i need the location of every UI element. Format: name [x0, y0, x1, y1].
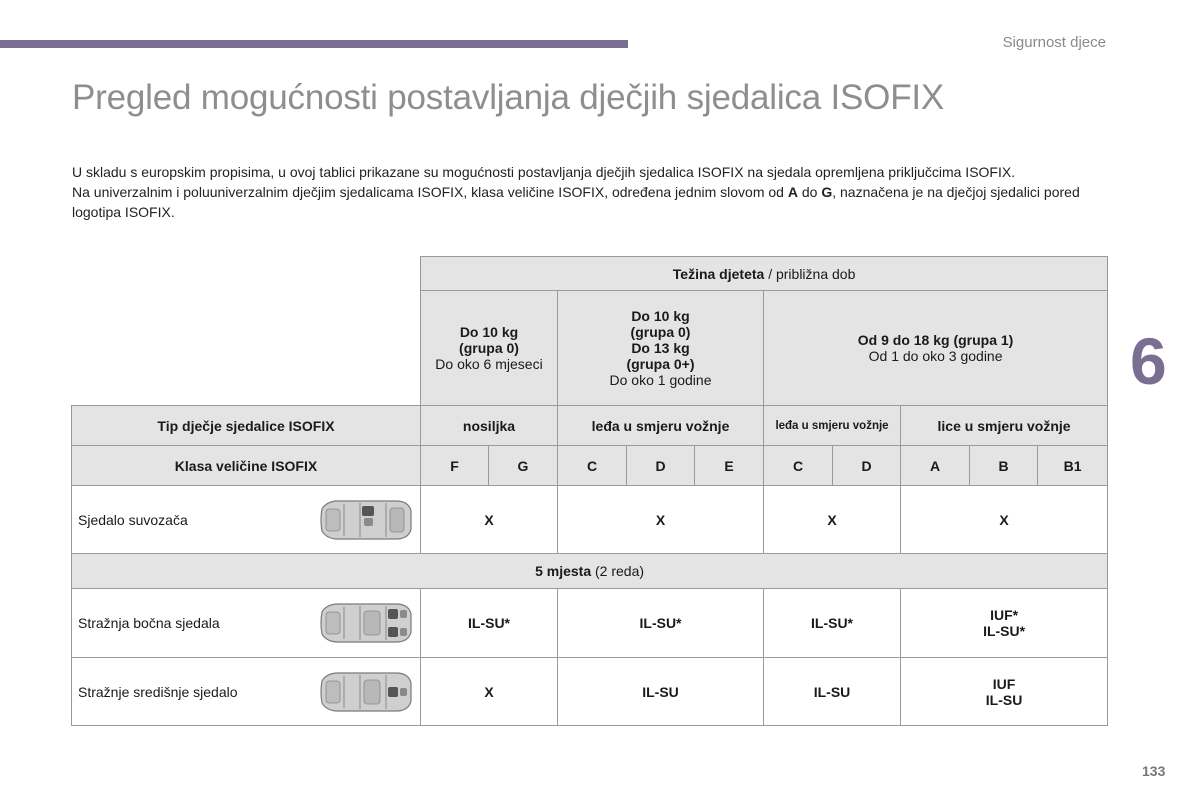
group-1-header: [764, 291, 1108, 406]
row-label: Sjedalo suvozača: [78, 511, 188, 528]
group-weight: (grupa 0): [459, 340, 519, 356]
type-carrycot: nosiljka: [421, 406, 558, 446]
cell-value: IL-SU: [764, 658, 901, 726]
class-f: F: [421, 446, 489, 486]
header-accent-bar: [0, 40, 628, 48]
cell-value: IL-SU*: [764, 589, 901, 658]
table-row: [72, 554, 1108, 589]
group-0-header: [421, 291, 558, 406]
class-b: B: [970, 446, 1038, 486]
type-rear-facing: leđa u smjeru vožnje: [764, 406, 901, 446]
cell-value: X: [901, 486, 1108, 554]
class-letter-a: A: [787, 184, 798, 200]
seats-section-header: [72, 554, 1108, 589]
cell-value: [901, 658, 1108, 726]
cell-line: IL-SU: [985, 691, 1023, 708]
type-rear-facing: leđa u smjeru vožnje: [558, 406, 764, 446]
section-title: Sigurnost djece: [1002, 34, 1106, 51]
intro-text-part: , naznačena je na dječjoj sjedalici pored logotipa ISOFIX.: [72, 184, 1080, 220]
group-age: Do oko 6 mjeseci: [435, 356, 543, 372]
chapter-number: 6: [1130, 324, 1167, 398]
intro-paragraph-1: U skladu s europskim propisima, u ovoj tablici prikazane su mogućnosti postavljanja dječjih sjedalica ISOFIX na sjedala opremljena priključcima ISOFIX.: [72, 164, 1016, 180]
group-weight: Do 10 kg: [459, 324, 519, 340]
cell-value: IL-SU*: [421, 589, 558, 658]
group-0plus-header: [558, 291, 764, 406]
car-rear-side-seats-icon: [316, 598, 414, 648]
class-b1: B1: [1038, 446, 1108, 486]
blank-corner: [72, 291, 421, 406]
cell-value: IL-SU: [558, 658, 764, 726]
class-letter-g: G: [821, 184, 833, 200]
table-row: [72, 658, 1108, 726]
class-c: C: [764, 446, 833, 486]
cell-line: IUF*: [990, 607, 1019, 623]
weight-header-rest: / približna dob: [764, 265, 856, 282]
group-age: Od 1 do oko 3 godine: [868, 348, 1003, 364]
class-e: E: [695, 446, 764, 486]
seats-rows: (2 reda): [591, 563, 645, 579]
group-weight: Do 10 kg: [631, 308, 690, 324]
class-g: G: [489, 446, 558, 486]
page-title: Pregled mogućnosti postavljanja dječjih sjedalica ISOFIX: [72, 78, 945, 117]
class-d: D: [833, 446, 901, 486]
cell-value: IL-SU*: [558, 589, 764, 658]
row-label-cell: [72, 486, 421, 554]
intro-text-part: do: [797, 184, 822, 200]
page-number: 133: [1142, 763, 1166, 779]
class-d: D: [627, 446, 695, 486]
type-forward-facing: lice u smjeru vožnje: [901, 406, 1108, 446]
weight-header: [421, 257, 1108, 291]
blank-corner: [72, 257, 421, 291]
class-a: A: [901, 446, 970, 486]
group-weight: (grupa 0): [630, 324, 691, 340]
cell-value: X: [558, 486, 764, 554]
class-c: C: [558, 446, 627, 486]
class-label: Klasa veličine ISOFIX: [72, 446, 421, 486]
row-label: Stražnje središnje sjedalo: [78, 683, 238, 700]
cell-value: X: [421, 486, 558, 554]
table-row: [72, 486, 1108, 554]
row-label: Stražnja bočna sjedala: [78, 615, 220, 631]
cell-line: IL-SU*: [983, 623, 1026, 639]
intro-paragraph-2: [72, 182, 1107, 222]
weight-header-bold: Težina djeteta: [672, 265, 765, 282]
cell-value: X: [421, 658, 558, 726]
cell-value: X: [764, 486, 901, 554]
group-weight: Do 13 kg: [631, 340, 690, 356]
group-weight: Od 9 do 18 kg (grupa 1): [857, 332, 1014, 348]
table-row: [72, 589, 1108, 658]
type-label: Tip dječje sjedalice ISOFIX: [72, 406, 421, 446]
seats-count: 5 mjesta: [535, 563, 592, 579]
isofix-table: [71, 256, 1108, 726]
car-front-seat-icon: [316, 495, 414, 545]
car-rear-center-seat-icon: [316, 667, 414, 717]
group-age: Do oko 1 godine: [609, 372, 712, 388]
row-label-cell: [72, 658, 421, 726]
intro-text-part: Na univerzalnim i poluuniverzalnim dječjim sjedalicama ISOFIX, klasa veličine ISOFIX, određena jednim slovom od: [72, 184, 788, 200]
cell-line: IUF: [992, 675, 1016, 692]
cell-value: [901, 589, 1108, 658]
intro-text: [72, 162, 1107, 222]
row-label-cell: [72, 589, 421, 658]
group-weight: (grupa 0+): [626, 356, 695, 372]
